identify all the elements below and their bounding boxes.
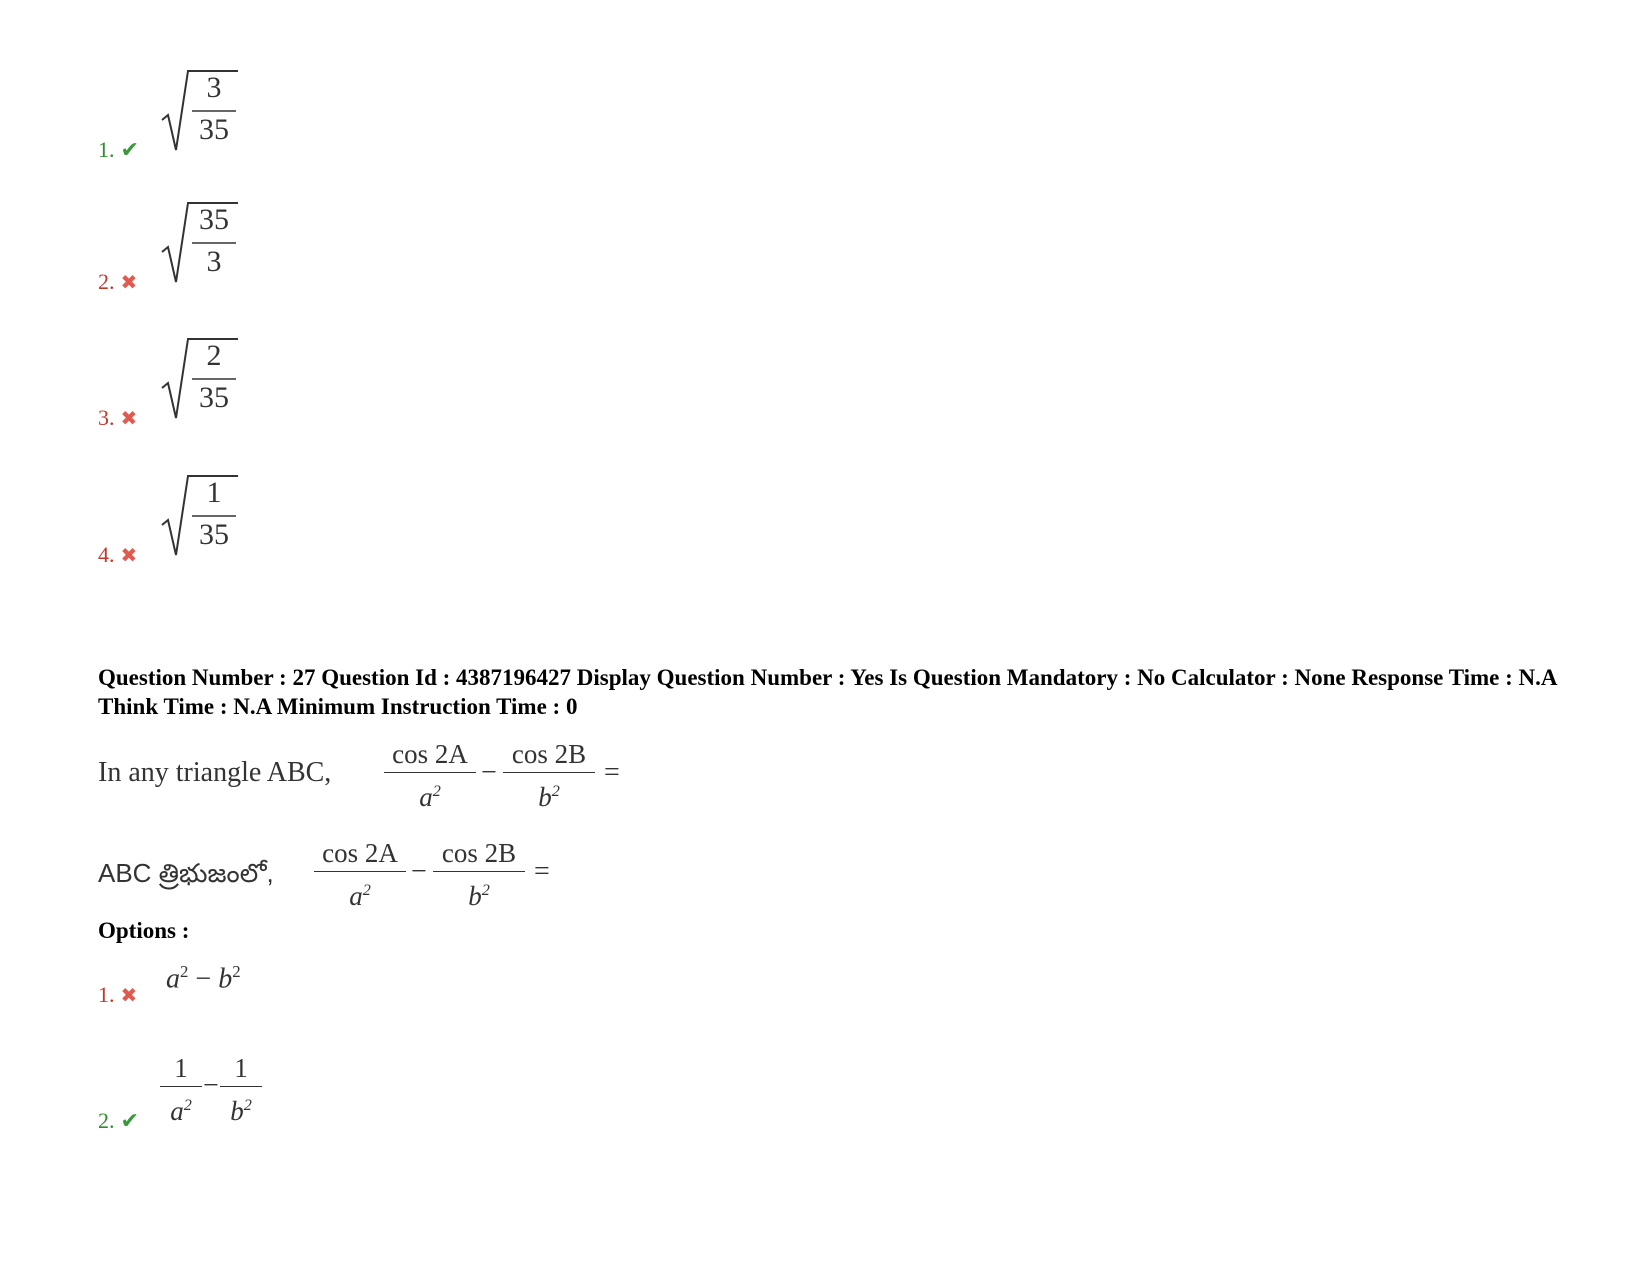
check-icon: ✔	[120, 137, 139, 162]
cross-icon: ✖	[120, 408, 138, 430]
fraction-denominator: 35	[199, 518, 229, 551]
fraction-numerator: 1	[206, 476, 222, 509]
fraction-denominator: 35	[199, 381, 229, 414]
option-number: 1. ✖	[98, 982, 138, 1007]
fraction-cos2a-telugu: cos 2A $a^2$	[314, 837, 406, 912]
option-number: 1. ✔	[98, 137, 139, 162]
check-icon: ✔	[120, 1108, 139, 1133]
fraction-numerator: 35	[199, 203, 229, 236]
options-label: Options :	[98, 918, 190, 943]
sqrt-fraction	[160, 333, 240, 423]
minus-sign: −	[203, 1070, 219, 1101]
question-meta: Question Number : 27 Question Id : 4387196427 Display Question Number : Yes Is Question Mandatory : No Calculator : None Response Time : N.A Think Time : N.A Minimum Instruction Time : 0	[98, 665, 1557, 719]
fraction-denominator: 35	[199, 113, 229, 146]
fraction-denominator: 3	[206, 245, 222, 278]
cross-icon: ✖	[120, 272, 138, 294]
equals-sign: =	[604, 757, 620, 788]
fraction-one-over-b2: 1 $b^2$	[220, 1052, 262, 1127]
option-expression: $a^2 - b^2$	[166, 962, 241, 995]
fraction-one-over-a2: 1 $a^2$	[160, 1052, 202, 1127]
fraction-cos2b-telugu: cos 2B $b^2$	[433, 837, 525, 912]
option-number: 4. ✖	[98, 542, 138, 567]
equals-sign: =	[534, 856, 550, 887]
question-prefix-telugu: ABC త్రిభుజంలో,	[98, 858, 274, 888]
fraction-cos2a: cos 2A $a^2$	[384, 738, 476, 813]
sqrt-fraction	[160, 470, 240, 560]
fraction-numerator: 3	[206, 71, 222, 104]
minus-sign: −	[481, 757, 497, 788]
cross-icon: ✖	[120, 545, 138, 567]
minus-sign: −	[411, 856, 427, 887]
sqrt-fraction	[160, 65, 240, 155]
option-number: 2. ✔	[98, 1108, 139, 1133]
option-number: 2. ✖	[98, 269, 138, 294]
question-prefix-english: In any triangle ABC,	[98, 757, 332, 788]
cross-icon: ✖	[120, 985, 138, 1007]
sqrt-fraction	[160, 197, 240, 287]
fraction-numerator: 2	[206, 339, 222, 372]
option-number: 3. ✖	[98, 405, 138, 430]
fraction-cos2b: cos 2B $b^2$	[503, 738, 595, 813]
